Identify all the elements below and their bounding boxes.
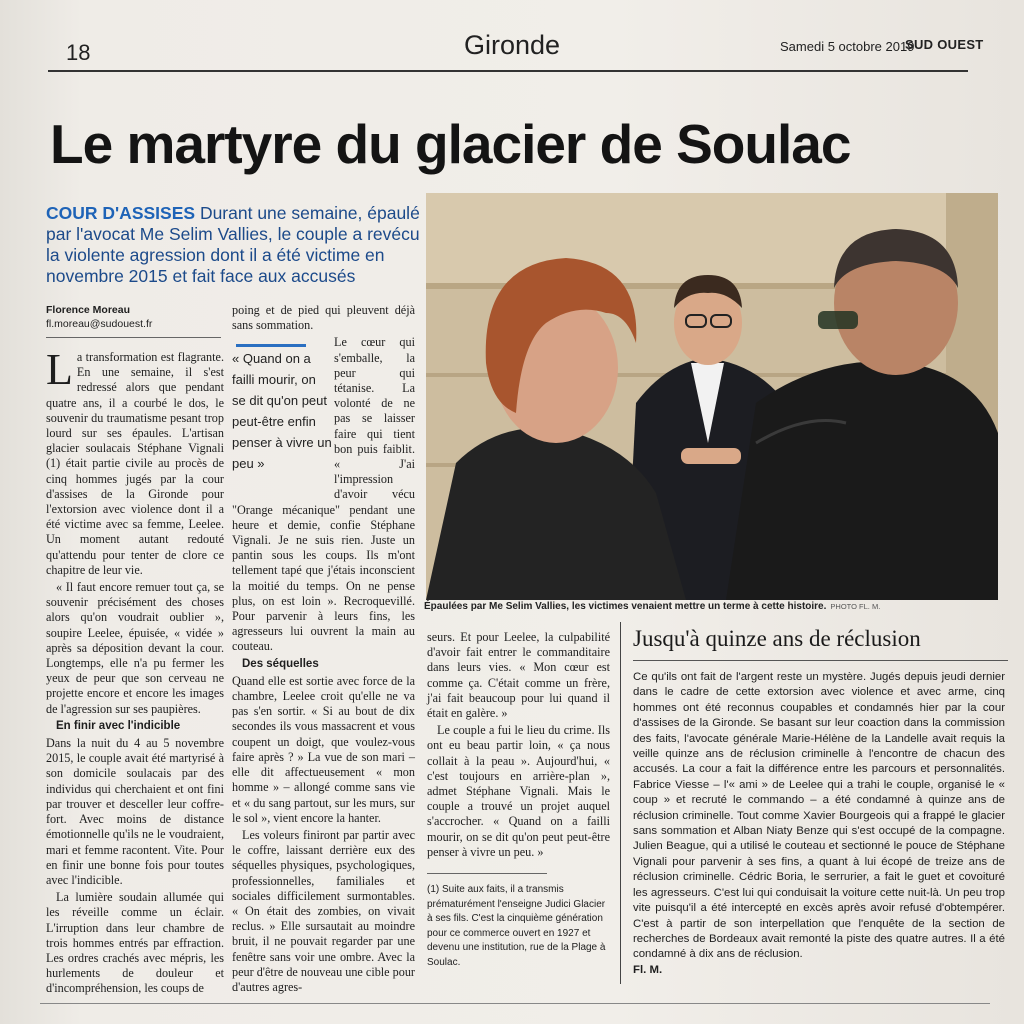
article-column-3	[427, 630, 610, 862]
article-column-1	[46, 345, 224, 999]
footnote-rule	[427, 873, 547, 874]
paragraph: Le couple a fui le lieu du crime. Ils ont eu beau partir loin, « ça nous collait à la peau ». Aujourd'hui, « c'est toujours en arrière-plan », admet Stéphane Vignali. Mais le couple a trouvé un projet auquel s'accrocher. « Quand on a failli mourir, on se dit qu'on peut peut-être penser à vivre un peu. »	[427, 723, 610, 859]
footnote: (1) Suite aux faits, il a transmis prématurément l'enseigne Judici Glacier à ses fils. C'est la cinquième génération pour ce commerce ouvert en 1927 et devenu une institution, rue de la Plage à Soulac.	[427, 884, 606, 968]
paragraph: Dans la nuit du 4 au 5 novembre 2015, le couple avait été martyrisé à son domicile soulacais par des individus qui cherchaient et ont fini par trouver et desceller leur coffre-fort. Avec moins de distance émotionnelle qu'ils ne le voudraient, mari et femme racontent. Vite. Pour en finir une bonne fois pour toutes avec l'indicible.	[46, 736, 224, 887]
sidebar-signature: Fl. M.	[633, 963, 663, 976]
sidebar-box	[620, 622, 1015, 984]
article-photo	[426, 193, 998, 600]
paragraph: a transformation est flagrante. En une semaine, il s'est redressé alors que pendant quatre ans, il a courbé le dos, le souvenir du traumatisme pesant trop lourd sur ses épaules. L'artisan glacier soulacais Stéphane Vignali (1) était partie civile au procès de cinq hommes jugés par la cour d'assises de la Gironde pour l'extorsion avec violence dont il a été victime avec sa femme, Leelee. Un moment autant redouté qu'attendu pour tenter de clore ce chapitre de leur vie.	[46, 350, 224, 577]
sidebar-title: Jusqu'à quinze ans de réclusion	[633, 626, 921, 651]
issue-date: Samedi 5 octobre 2019	[780, 39, 915, 54]
paragraph: poing et de pied qui pleuvent déjà sans sommation.	[232, 303, 415, 333]
paragraph: « Il faut encore remuer tout ça, se souvenir précisément des choses alors qu'on voudrait oublier », soupire Leelee, épuisée, « vidée » après sa déposition devant la cour. Longtemps, elle n'a pu fermer les yeux de peur que son cerveau ne projette encore et encore les images de l'agression sur ses paupières.	[46, 580, 224, 716]
header-rule	[48, 70, 968, 72]
author-name: Florence Moreau	[46, 304, 131, 316]
courtroom-photo	[426, 193, 998, 600]
sidebar-paragraph: Ce qu'ils ont fait de l'argent reste un mystère. Jugés depuis jeudi dernier dans le cadre de cette extorsion avec violence et avec arme, cinq hommes ont été reconnus coupables et condamnés hier par la cour d'assises de la Gironde. Se basant sur leur coaction dans la commission des faits, l'avocate générale Marie-Hélène de la Landelle avait requis la veille quinze ans de réclusion criminelle à l'encontre de chacun des accusés. La cour a fait la différence entre les parcours et personnalités. Fabrice Viesse – l'« ami » de Leelee qui a trahi le couple, organisé le « coup » et recruté le commando – a été condamné à quinze ans de réclusion criminelle. Tout comme Xavier Bourgeois qui a frappé le glacier sans sommation et Alban Niaty Benze qui s'est occupé de la compagne. Julien Beague, qui a utilisé le couteau et sectionné le pouce de Stéphane Vignali pour parvenir à ses fins, a quant à lui écopé de treize ans de réclusion criminelle. Cédric Boria, le serrurier, a fait le guet et covoituré les agresseurs. C'est lui qui conduisait la voiture cette nuit-là. Un peu trop vite puisqu'il a été intercepté en excès après avoir refusé d'obtempérer. C'est à partir de son interpellation que l'enquête de la section de recherches de Bordeaux avait remonté la piste des quatre autres. Il a été condamné à dix ans de réclusion.	[633, 671, 1005, 961]
deck-tag: COUR D'ASSISES	[46, 203, 196, 223]
pullquote-rule	[236, 344, 306, 347]
paragraph: seurs. Et pour Leelee, la culpabilité d'avoir fait entrer le commanditaire dans leurs vies. « Mon cœur est comme ça. C'était comme un frère, j'ai fait beaucoup pour lui quand il était en galère. »	[427, 630, 610, 721]
photo-caption	[424, 601, 1004, 612]
paragraph: La lumière soudain allumée qui les réveille comme un éclair. L'irruption dans leur chambre de trois hommes entrés par effraction. Les ordres crachés avec mépris, les hurlements de douleur et d'incompréhension, les coups de	[46, 890, 224, 996]
sidebar-text	[633, 670, 1005, 978]
sidebar-rule	[633, 660, 1008, 661]
paragraph: Le cœur qui s'emballe, la peur qui tétanise. La volonté de ne pas se laisser faire qui tient bon puis faiblit. « J'ai l'impression d'avoir vécu "Orange mécanique" pendant une heure et demie, confie Stéphane Vignali. Je ne suis rien. Juste un pantin sous les coups. Ils m'ont tellement tapé que j'étais inconscient la moitié du temps. On ne pense plus, on est loin ». Recroquevillé. Pour parvenir à leurs fins, les agresseurs lui ouvrent la main au couteau.	[232, 335, 415, 654]
paragraph: Quand elle est sortie avec force de la chambre, Leelee croit qu'elle ne va pas s'en sortir. « Si au bout de dix secondes ils vous massacrent et vous coupent un doigt, que voulez-vous faire après ? » La vue de son mari – elle dit affectueusement « mon homme » – allongé comme sans vie et « du sang partout, sur les murs, sur le sol », vient encore la hanter.	[232, 673, 415, 825]
section-name: Gironde	[463, 30, 561, 60]
caption-text: Épaulées par Me Selim Vallies, les victimes venaient mettre un terme à cette histoire.	[424, 601, 827, 612]
author-email: fl.moreau@sudouest.fr	[46, 318, 153, 330]
deck-text: Durant une semaine, épaulé par l'avocat Me Selim Vallies, le couple a revécu la violente agression dont il a été victime en novembre 2015 et fait face aux accusés	[46, 203, 420, 286]
newspaper-brand: SUD OUEST	[905, 37, 984, 52]
pullquote: « Quand on a failli mourir, on se dit qu'on peut peut-être enfin penser à vivre un peu »	[232, 351, 332, 471]
page-header	[0, 0, 1024, 74]
drop-cap: L	[46, 345, 73, 394]
deck	[46, 203, 422, 287]
headline: Le martyre du glacier de Soulac	[50, 113, 851, 175]
byline-rule	[46, 337, 221, 338]
subheading: Des séquelles	[242, 657, 319, 670]
byline	[46, 303, 226, 331]
photo-credit: PHOTO FL. M.	[830, 602, 881, 611]
paragraph: Les voleurs finiront par partir avec le coffre, laissant derrière eux des séquelles physiques, psychologiques, professionnelles, familiales et sociales difficilement surmontables. « On était des zombies, on vivait reclus. » Elle sursautait au moindre bruit, il ne pouvait regarder par une fenêtre sans voir une ombre. Avec la peur d'être de nouveau une cible pour d'autres agres-	[232, 827, 415, 994]
page-number: 18	[66, 40, 91, 65]
subheading: En finir avec l'indicible	[56, 719, 181, 732]
bottom-rule	[40, 1003, 990, 1004]
